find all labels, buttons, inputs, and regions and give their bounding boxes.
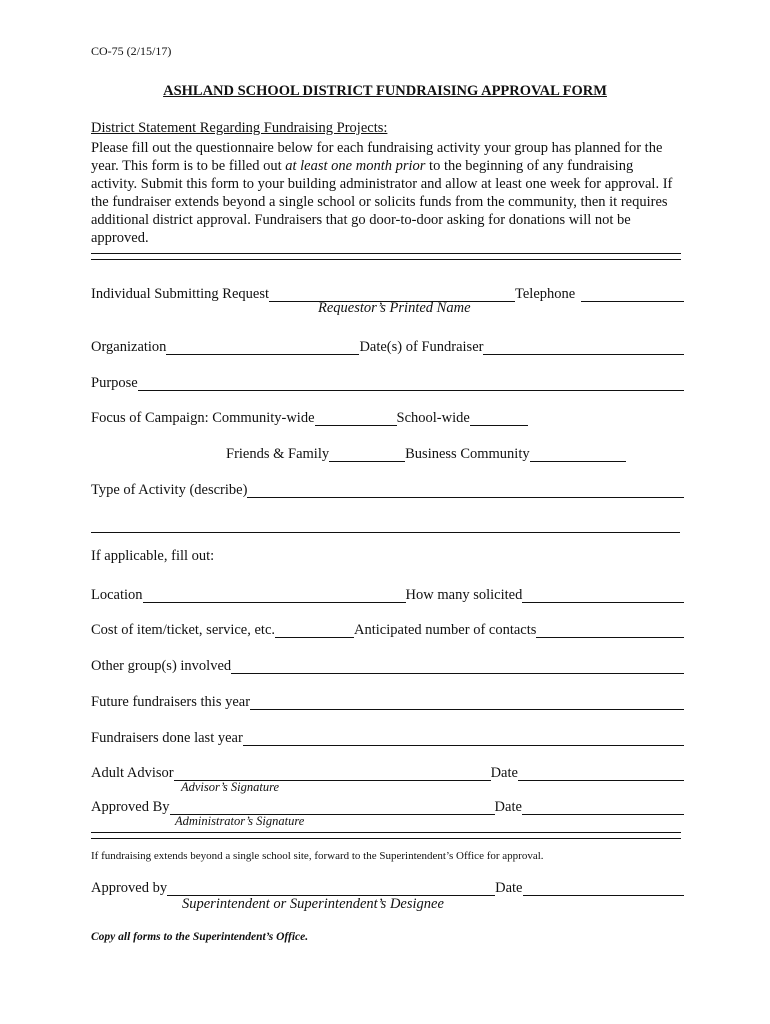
row-purpose — [91, 371, 684, 391]
footer-note: Copy all forms to the Superintendent’s Office. — [91, 931, 309, 943]
future-label: Future fundraisers this year — [91, 694, 251, 710]
row-type-activity-2 — [91, 513, 680, 533]
future-field[interactable] — [250, 694, 684, 710]
telephone-label: Telephone — [515, 286, 576, 302]
row-approved-superintendent — [91, 876, 684, 896]
type-activity-field[interactable] — [247, 482, 684, 498]
row-adult-advisor — [91, 761, 684, 781]
admin-date-label: Date — [494, 799, 522, 815]
telephone-field[interactable] — [581, 286, 684, 302]
location-label: Location — [91, 587, 143, 603]
anticipated-label: Anticipated number of contacts — [354, 622, 537, 638]
separator-top — [91, 253, 681, 260]
community-wide-field[interactable] — [315, 410, 397, 426]
form-code: CO-75 (2/15/17) — [91, 44, 172, 58]
purpose-label: Purpose — [91, 375, 138, 391]
focus-label: Focus of Campaign: Community-wide — [91, 410, 315, 426]
admin-date-field[interactable] — [522, 799, 684, 815]
purpose-field[interactable] — [138, 375, 684, 391]
statement-body — [91, 139, 681, 247]
row-future — [91, 690, 684, 710]
admin-signature-field[interactable] — [170, 799, 495, 815]
last-year-label: Fundraisers done last year — [91, 730, 243, 746]
individual-submitting-label: Individual Submitting Request — [91, 286, 270, 302]
school-wide-label: School-wide — [396, 410, 470, 426]
row-other-groups — [91, 654, 684, 674]
superintendent-approved-label: Approved by — [91, 880, 168, 896]
separator-bottom — [91, 832, 681, 839]
row-approved-admin — [91, 795, 684, 815]
superintendent-date-label: Date — [495, 880, 523, 896]
approved-by-label: Approved By — [91, 799, 170, 815]
friends-family-label: Friends & Family — [226, 446, 330, 462]
row-focus — [91, 406, 551, 426]
row-location — [91, 583, 684, 603]
if-applicable-label: If applicable, fill out: — [91, 548, 215, 564]
statement-emphasis: at least one month prior — [285, 158, 426, 174]
advisor-date-field[interactable] — [518, 765, 684, 781]
anticipated-field[interactable] — [536, 622, 684, 638]
row-organization — [91, 335, 684, 355]
statement-part-2: to the beginning of any fundraising activity. Submit this form to your building administrator and allow at least one week for approval. If the fundraiser extends beyond a single school or solicits funds from the community, then it requires additional district approval. Fundraisers that go door-to-door asking for donations will not be approved. — [91, 158, 673, 246]
how-many-label: How many solicited — [405, 587, 523, 603]
row-individual-submitting — [91, 282, 684, 302]
advisor-date-label: Date — [490, 765, 518, 781]
adult-advisor-label: Adult Advisor — [91, 765, 174, 781]
admin-signature-caption: Administrator’s Signature — [175, 814, 305, 828]
other-groups-label: Other group(s) involved — [91, 658, 232, 674]
dates-field[interactable] — [483, 339, 684, 355]
advisor-signature-field[interactable] — [174, 765, 491, 781]
row-type-activity — [91, 478, 684, 498]
advisor-signature-caption: Advisor’s Signature — [181, 780, 280, 794]
school-wide-field[interactable] — [470, 410, 528, 426]
statement-part-1: Please fill out the questionnaire below for each fundraising activity your group has planned for the year. This form is to be filled out — [91, 140, 663, 174]
how-many-field[interactable] — [522, 587, 684, 603]
business-community-field[interactable] — [530, 446, 626, 462]
superintendent-caption: Superintendent or Superintendent’s Designee — [182, 896, 444, 912]
other-groups-field[interactable] — [231, 658, 684, 674]
district-note: If fundraising extends beyond a single school site, forward to the Superintendent’s Office for approval. — [91, 850, 544, 862]
location-field[interactable] — [143, 587, 406, 603]
cost-label: Cost of item/ticket, service, etc. — [91, 622, 276, 638]
row-cost — [91, 618, 684, 638]
row-last-year — [91, 726, 684, 746]
dates-label: Date(s) of Fundraiser — [359, 339, 484, 355]
last-year-field[interactable] — [243, 730, 684, 746]
friends-family-field[interactable] — [329, 446, 405, 462]
organization-field[interactable] — [166, 339, 359, 355]
form-title: ASHLAND SCHOOL DISTRICT FUNDRAISING APPROVAL FORM — [163, 83, 607, 99]
cost-field[interactable] — [275, 622, 354, 638]
type-activity-field-2[interactable] — [91, 517, 680, 533]
requestor-caption: Requestor’s Printed Name — [318, 300, 471, 316]
organization-label: Organization — [91, 339, 167, 355]
business-community-label: Business Community — [405, 446, 530, 462]
row-focus-2 — [226, 442, 646, 462]
superintendent-date-field[interactable] — [523, 880, 685, 896]
type-activity-label: Type of Activity (describe) — [91, 482, 248, 498]
superintendent-signature-field[interactable] — [167, 880, 495, 896]
statement-heading: District Statement Regarding Fundraising Projects: — [91, 120, 388, 136]
